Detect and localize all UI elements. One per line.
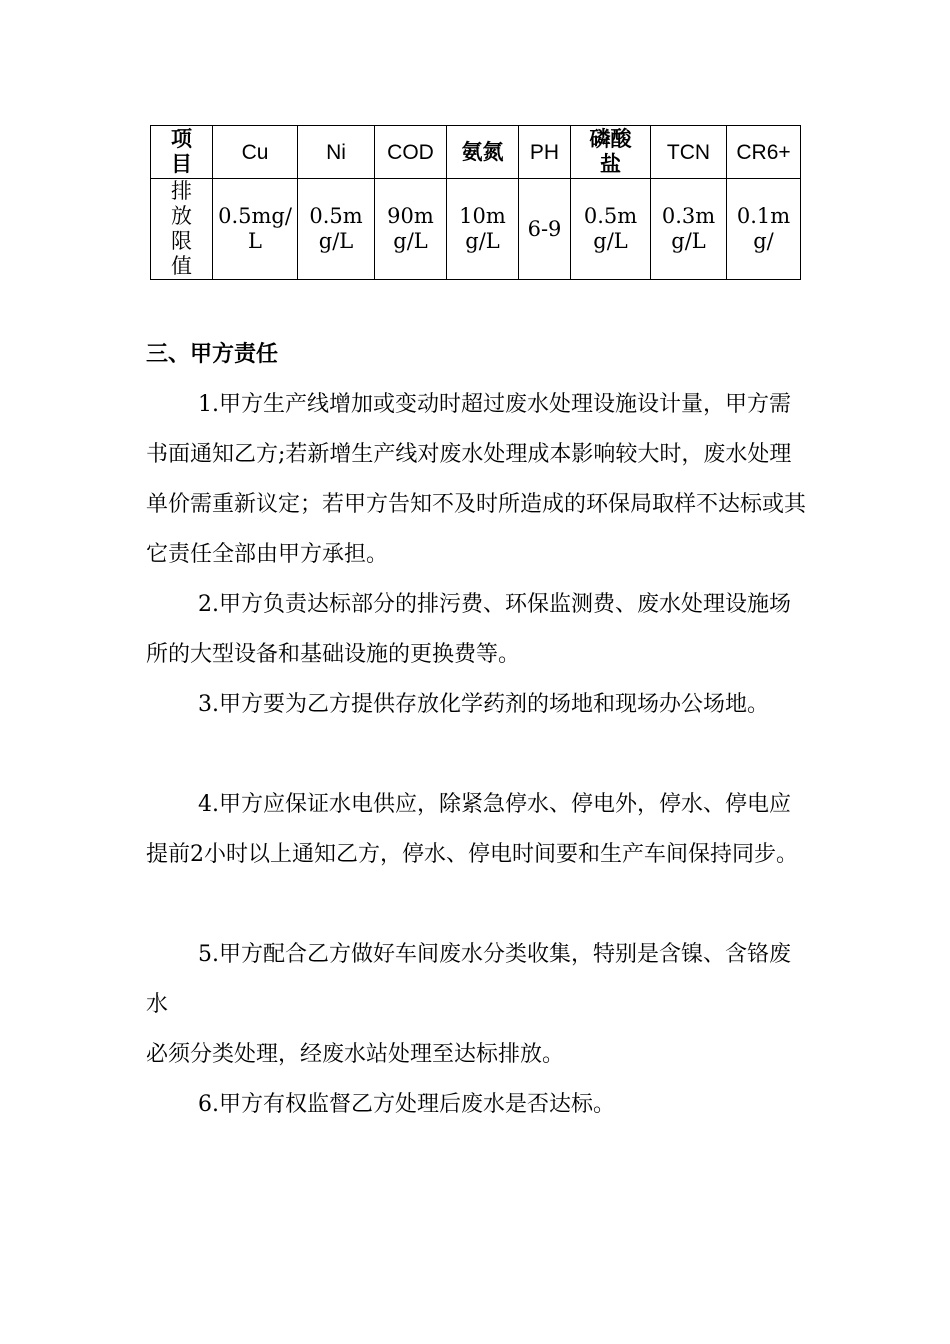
value-cell-cu: 0.5mg/L — [213, 179, 298, 280]
paragraph-6: 6.甲方有权监督乙方处理后废水是否达标。 — [198, 1092, 615, 1117]
value-cell-ammonia: 10mg/L — [447, 179, 519, 280]
value-cell-ni: 0.5mg/L — [298, 179, 375, 280]
value-cell-ph: 6-9 — [519, 179, 571, 280]
table-row — [151, 179, 801, 280]
row-label-cell: 排放限值 — [151, 179, 213, 280]
header-cell-cod: COD — [375, 126, 447, 179]
value-cell-tcn: 0.3mg/L — [651, 179, 727, 280]
section-heading: 三、甲方责任 — [146, 342, 279, 367]
header-cell-phosphate: 磷酸盐 — [571, 126, 651, 179]
header-cell-cr6: CR6+ — [727, 126, 801, 179]
header-cell-ph: PH — [519, 126, 571, 179]
header-cell-ammonia: 氨氮 — [447, 126, 519, 179]
table-header-row — [151, 126, 801, 179]
header-cell-cu: Cu — [213, 126, 298, 179]
paragraph-4: 4.甲方应保证水电供应，除紧急停水、停电外，停水、停电应提前2小时以上通知乙方，停水、停电时间要和生产车间保持同步。 — [146, 792, 798, 867]
value-cell-cod: 90mg/L — [375, 179, 447, 280]
discharge-limits-table — [150, 125, 801, 280]
value-cell-cr6: 0.1mg/ — [727, 179, 801, 280]
paragraph-1: 1.甲方生产线增加或变动时超过废水处理设施设计量，甲方需书面通知乙方;若新增生产线对废水处理成本影响较大时，废水处理单价需重新议定；若甲方告知不及时所造成的环保局取样不达标或其它责任全部由甲方承担。 — [146, 392, 807, 567]
paragraph-2: 2.甲方负责达标部分的排污费、环保监测费、废水处理设施场所的大型设备和基础设施的更换费等。 — [146, 592, 791, 667]
header-cell-item: 项目 — [151, 126, 213, 179]
paragraph-5: 5.甲方配合乙方做好车间废水分类收集，特别是含镍、含铬废水 — [146, 942, 791, 1017]
value-cell-phosphate: 0.5mg/L — [571, 179, 651, 280]
header-cell-tcn: TCN — [651, 126, 727, 179]
header-cell-ni: Ni — [298, 126, 375, 179]
paragraph-3: 3.甲方要为乙方提供存放化学药剂的场地和现场办公场地。 — [198, 692, 769, 717]
paragraph-5-continued: 必须分类处理，经废水站处理至达标排放。 — [146, 1042, 565, 1067]
